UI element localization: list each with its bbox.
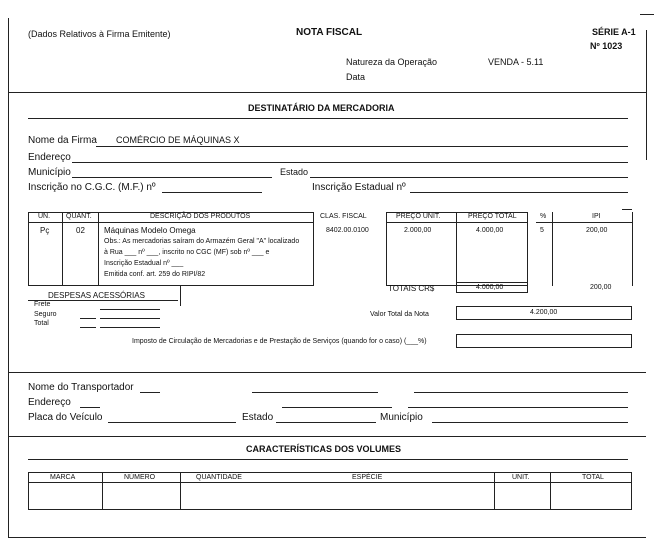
vol-col-sep-4 — [550, 472, 551, 510]
cgc-line[interactable] — [162, 192, 262, 193]
transportador-line-c[interactable] — [414, 392, 628, 393]
natureza-label: Natureza da Operação — [346, 57, 438, 67]
header-descricao: DESCRIÇÃO DOS PRODUTOS — [150, 213, 251, 220]
transportador-line-a[interactable] — [140, 392, 160, 393]
page-border-right — [646, 30, 647, 160]
transp-municipio-line[interactable] — [432, 422, 628, 423]
obs-line-2: à Rua ___ nº ___, inscrito no CGC (MF) sob nº ___ e — [104, 249, 270, 256]
valor-total-label: Valor Total da Nota — [370, 311, 429, 318]
col-sep-quant — [98, 212, 99, 286]
vol-col-sep-1 — [102, 472, 103, 510]
totais-value: 4.000,00 — [476, 284, 504, 291]
despesas-rule — [28, 300, 178, 301]
volumes-title-rule — [28, 459, 628, 460]
ipi-header-rule — [536, 222, 632, 223]
vol-header-total: TOTAL — [582, 474, 604, 481]
placa-line[interactable] — [108, 422, 236, 423]
transp-estado-label: Estado — [242, 412, 274, 423]
municipio-line[interactable] — [72, 177, 272, 178]
row-un: Pç — [40, 226, 50, 235]
total-line-b[interactable] — [100, 327, 160, 328]
natureza-value: VENDA - 5.11 — [488, 57, 544, 67]
cgc-label: Inscrição no C.G.C. (M.F.) nº — [28, 182, 156, 193]
vol-header-especie: ESPÉCIE — [352, 474, 383, 481]
vol-header-numero: NÚMERO — [124, 474, 156, 481]
valor-total-value: 4.200,00 — [530, 309, 558, 316]
totais-label: TOTAIS CR$ — [388, 284, 435, 293]
items-header-rule — [28, 222, 314, 223]
transp-endereco-line-a[interactable] — [80, 407, 100, 408]
items-table-price-block — [386, 212, 528, 286]
header-quant: QUANT. — [66, 213, 92, 220]
transp-endereco-line-c[interactable] — [408, 407, 628, 408]
volumes-divider — [8, 436, 646, 437]
volumes-title: CARACTERÍSTICAS DOS VOLUMES — [246, 444, 402, 454]
header-pct: % — [540, 213, 547, 220]
icms-label: Imposto de Circulação de Mercadorias e de Prestação de Serviços (quando for o caso) (___%) — [132, 338, 427, 345]
seguro-label: Seguro — [34, 311, 57, 318]
nome-firma-value[interactable]: COMÉRCIO DE MÁQUINAS X — [116, 135, 240, 145]
row-pct: 5 — [540, 227, 544, 234]
estado-label: Estado — [280, 167, 309, 177]
vol-header-quantidade: QUANTIDADE — [196, 474, 242, 481]
totais-ipi: 200,00 — [590, 284, 612, 291]
despesas-title: DESPESAS ACESSÓRIAS — [48, 291, 145, 300]
destinatario-section-title: DESTINATÁRIO DA MERCADORIA — [248, 103, 395, 113]
row-ipi: 200,00 — [586, 227, 608, 234]
municipio-label: Município — [28, 167, 71, 178]
destinatario-title-rule — [28, 118, 628, 119]
row-preco-total: 4.000,00 — [476, 227, 504, 234]
transp-municipio-label: Município — [380, 412, 423, 423]
transportador-label: Nome do Transportador — [28, 382, 134, 393]
obs-line-1: Obs.: As mercadorias saíram do Armazém Geral "A" localizado — [104, 238, 300, 245]
vol-col-sep-2 — [180, 472, 181, 510]
header-preco-total: PREÇO TOTAL — [468, 213, 517, 220]
volumes-header-rule — [28, 482, 632, 483]
transp-estado-line[interactable] — [276, 422, 376, 423]
frete-label: Frete — [34, 301, 51, 308]
page-border-left — [8, 18, 9, 538]
col-sep-pct — [552, 212, 553, 286]
obs-line-3: Inscrição Estadual nº ___ — [104, 260, 184, 267]
header-ipi: IPI — [592, 213, 601, 220]
volumes-table — [28, 472, 632, 510]
seguro-line-b[interactable] — [100, 318, 160, 319]
page-bottom-rule — [8, 537, 646, 538]
vol-header-marca: MARCA — [50, 474, 76, 481]
total-line-a[interactable] — [80, 327, 96, 328]
nome-firma-line — [96, 146, 628, 147]
obs-line-4: Emitida conf. art. 259 do RIPI/82 — [104, 271, 206, 278]
serie-label: SÉRIE A-1 — [592, 27, 636, 37]
col-sep-preco — [456, 212, 457, 286]
inscricao-estadual-label: Inscrição Estadual nº — [312, 182, 406, 193]
estado-line[interactable] — [310, 177, 628, 178]
inscricao-estadual-line[interactable] — [410, 192, 628, 193]
placa-label: Placa do Veículo — [28, 412, 103, 423]
header-clas-fiscal: CLAS. FISCAL — [320, 213, 367, 220]
transp-endereco-label: Endereço — [28, 397, 71, 408]
despesas-edge — [180, 286, 181, 306]
endereco-label: Endereço — [28, 152, 71, 163]
icms-box — [456, 334, 632, 348]
vol-header-unit: UNIT. — [512, 474, 530, 481]
price-header-rule — [386, 222, 528, 223]
issuer-note: (Dados Relativos à Firma Emitente) — [28, 29, 171, 39]
transport-divider — [8, 372, 646, 373]
row-clas-fiscal: 8402.00.0100 — [326, 227, 369, 234]
total-label: Total — [34, 320, 49, 327]
data-label: Data — [346, 72, 366, 82]
col-sep-right — [632, 212, 633, 286]
col-sep-un — [62, 212, 63, 286]
row-descricao: Máquinas Modelo Omega — [104, 226, 196, 235]
row-quant: 02 — [76, 226, 85, 235]
transp-endereco-line-b[interactable] — [282, 407, 392, 408]
nota-numero: Nº 1023 — [590, 41, 623, 51]
document-title: NOTA FISCAL — [296, 27, 363, 38]
header-un: UN. — [38, 213, 51, 220]
corner-mark — [640, 14, 654, 15]
nome-firma-label: Nome da Firma — [28, 135, 97, 146]
header-preco-unit: PREÇO UNIT. — [396, 213, 441, 220]
header-divider — [8, 92, 646, 93]
endereco-line[interactable] — [72, 162, 628, 163]
vol-col-sep-3 — [494, 472, 495, 510]
row-preco-unit: 2.000,00 — [404, 227, 432, 234]
seguro-line-a[interactable] — [80, 318, 96, 319]
transportador-line-b[interactable] — [252, 392, 378, 393]
frete-line[interactable] — [100, 309, 160, 310]
corner-tick — [622, 209, 632, 210]
